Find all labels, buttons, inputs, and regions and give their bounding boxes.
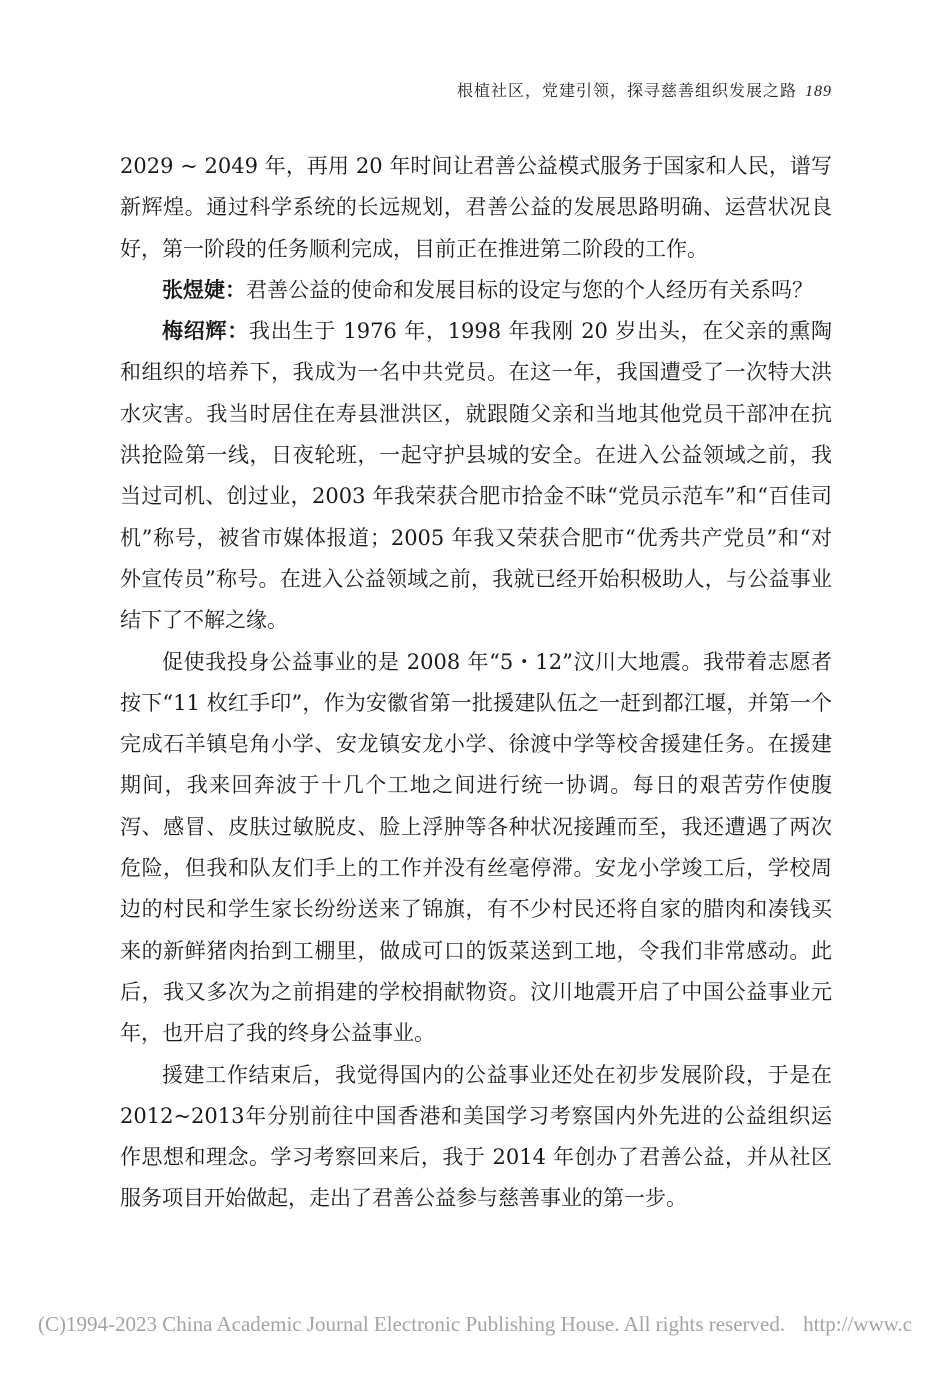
- running-title: 根植社区，党建引领，探寻慈善组织发展之路: [456, 81, 797, 100]
- paragraph-4: 促使我投身公益事业的是 2008 年“5・12”汶川大地震。我带着志愿者按下“11 枚红手印”，作为安徽省第一批援建队伍之一赶到都江堰，并第一个完成石羊镇皂角小学、安龙镇安龙小学、徐渡中学等校舍援建任务。在援建期间，我来回奔波于十几个工地之间进行统一协调。每日的艰苦劳作使腹泻、感冒、皮肤过敏脱皮、脸上浮肿等各种状况接踵而至，我还遭遇了两次危险，但我和队友们手上的工作并没有丝毫停滞。安龙小学竣工后，学校周边的村民和学生家长纷纷送来了锦旗，有不少村民还将自家的腊肉和凑钱买来的新鲜猪肉抬到工棚里，做成可口的饭菜送到工地，令我们非常感动。此后，我又多次为之前捐建的学校捐献物资。汶川地震开启了中国公益事业元年，也开启了我的终身公益事业。: [120, 649, 832, 1046]
- copyright-footer: [38, 1312, 912, 1337]
- copyright-text: (C)1994-2023 China Academic Journal Electronic Publishing House. All rights reserved.: [38, 1312, 786, 1336]
- answer-text: 我出生于 1976 年，1998 年我刚 20 岁出头，在父亲的熏陶和组织的培养下，我成为一名中共党员。在这一年，我国遭受了一次特大洪水灾害。我当时居住在寿县泄洪区，就跟随父亲和当地其他党员干部冲在抗洪抢险第一线，日夜轮班，一起守护县城的安全。在进入公益领域之前，我当过司机、创过业，2003 年我荣获合肥市拾金不昧“党员示范车”和“百佳司机”称号，被省市媒体报道；2005 年我又荣获合肥市“优秀共产党员”和“对外宣传员”称号。在进入公益领域之前，我就已经开始积极助人，与公益事业结下了不解之缘。: [120, 319, 833, 633]
- paragraph-3: [120, 311, 832, 641]
- running-header: [457, 78, 832, 101]
- article-body: [120, 146, 832, 1220]
- paragraph-5: 援建工作结束后，我觉得国内的公益事业还处在初步发展阶段，于是在2012~2013年分别前往中国香港和美国学习考察国内外先进的公益组织运作思想和理念。学习考察回来后，我于 2014 年创办了君善公益，并从社区服务项目开始做起，走出了君善公益参与慈善事业的第一步。: [120, 1062, 832, 1211]
- footer-url: http://www.c: [803, 1312, 913, 1336]
- speaker-zhang: 张煜婕：: [162, 277, 246, 302]
- paragraph-1: 2029 ~ 2049 年，再用 20 年时间让君善公益模式服务于国家和人民，谱写新辉煌。通过科学系统的长远规划，君善公益的发展思路明确、运营状况良好，第一阶段的任务顺利完成，目前正在推进第二阶段的工作。: [120, 154, 832, 261]
- speaker-mei: 梅绍辉：: [162, 319, 249, 344]
- paragraph-2: [120, 270, 832, 311]
- page-number: 189: [805, 83, 832, 100]
- question-text: 君善公益的使命和发展目标的设定与您的个人经历有关系吗？: [246, 277, 813, 302]
